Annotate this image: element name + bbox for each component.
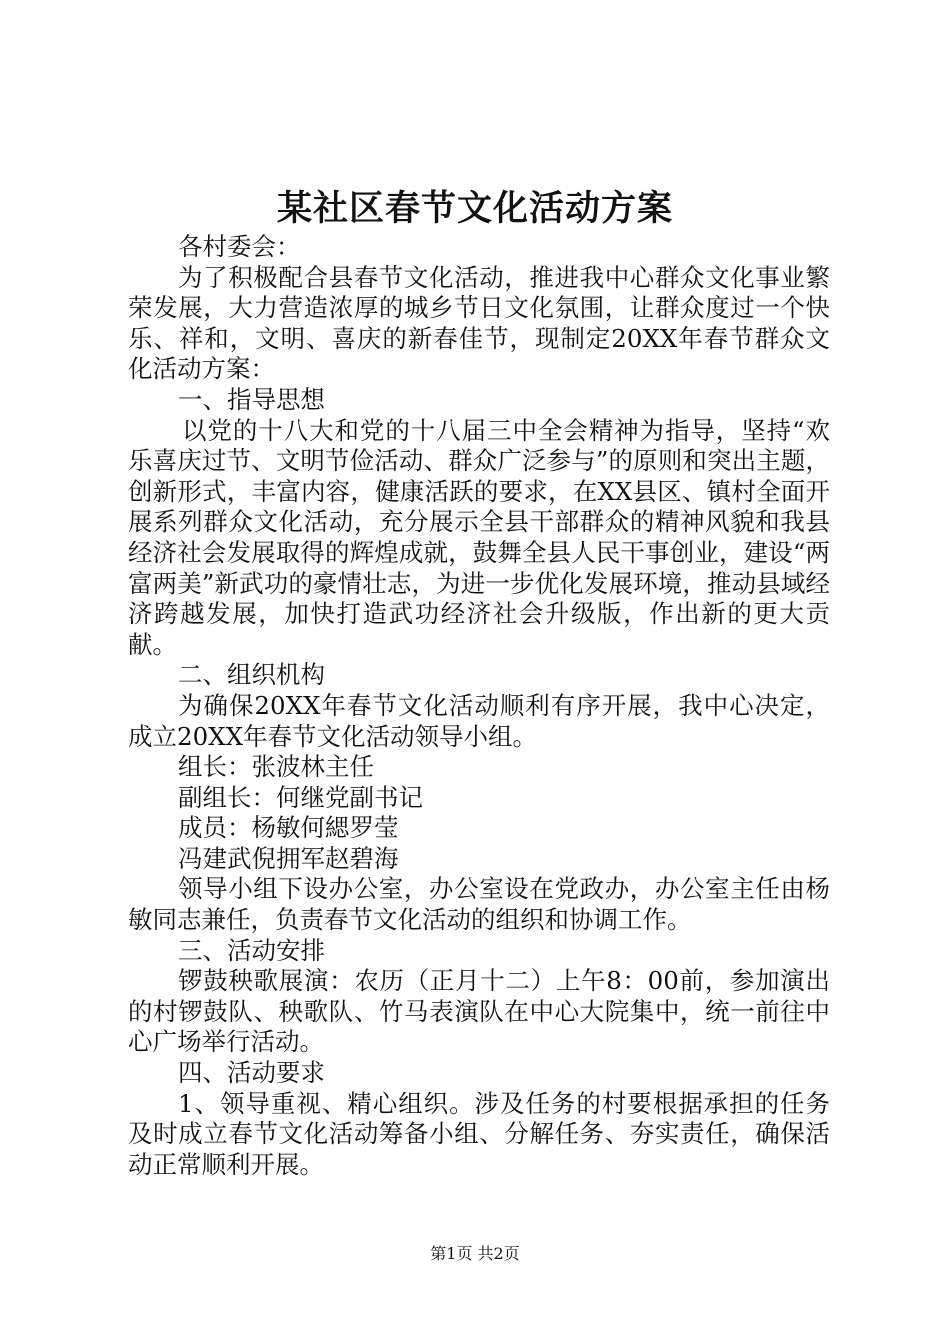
section-heading-activities: 三、活动安排 [178, 935, 325, 965]
group-leader-line: 组长：张波林主任 [178, 752, 374, 782]
members-line-continued: 冯建武倪拥军赵碧海 [178, 843, 399, 873]
intro-paragraph: 为了积极配合县春节文化活动，推进我中心群众文化事业繁荣发展，大力营造浓厚的城乡节日文化氛围，让群众度过一个快乐、祥和，文明、喜庆的新春佳节，现制定20XX年春节群众文化活动方案： [128, 262, 830, 384]
activities-paragraph: 锣鼓秧歌展演：农历（正月十二）上午8：00前，参加演出的村锣鼓队、秧歌队、竹马表演队在中心大院集中，统一前往中心广场举行活动。 [128, 966, 830, 1057]
members-line: 成员：杨敏何緦罗莹 [178, 813, 399, 843]
office-paragraph: 领导小组下设办公室，办公室设在党政办，办公室主任由杨敏同志兼任，负责春节文化活动的组织和协调工作。 [128, 874, 830, 935]
section-heading-guiding-thought: 一、指导思想 [178, 384, 325, 414]
section-heading-requirements: 四、活动要求 [178, 1058, 325, 1088]
requirements-paragraph: 1、领导重视、精心组织。涉及任务的村要根据承担的任务及时成立春节文化活动筹备小组、分解任务、夯实责任，确保活动正常顺利开展。 [128, 1088, 830, 1179]
section-heading-organization: 二、组织机构 [178, 660, 325, 690]
salutation: 各村委会： [178, 232, 301, 261]
guiding-thought-paragraph: 以党的十八大和党的十八届三中全会精神为指导，坚持“欢乐喜庆过节、文明节俭活动、群众广泛参与”的原则和突出主题，创新形式，丰富内容，健康活跃的要求，在XX县区、镇村全面开展系列群众文化活动，充分展示全县干部群众的精神风貌和我县经济社会发展取得的辉煌成就，鼓舞全县人民干事创业，建设“两富两美”新武功的豪情壮志，为进一步优化发展环境，推动县域经济跨越发展，加快打造武功经济社会升级版，作出新的更大贡献。 [128, 415, 830, 659]
document-body [128, 232, 830, 1180]
deputy-leader-line: 副组长：何继党副书记 [178, 782, 423, 812]
organization-paragraph: 为确保20XX年春节文化活动顺利有序开展，我中心决定，成立20XX年春节文化活动领导小组。 [128, 690, 830, 751]
page-footer: 第1页 共2页 [430, 1244, 520, 1263]
document-title: 某社区春节文化活动方案 [276, 188, 673, 229]
